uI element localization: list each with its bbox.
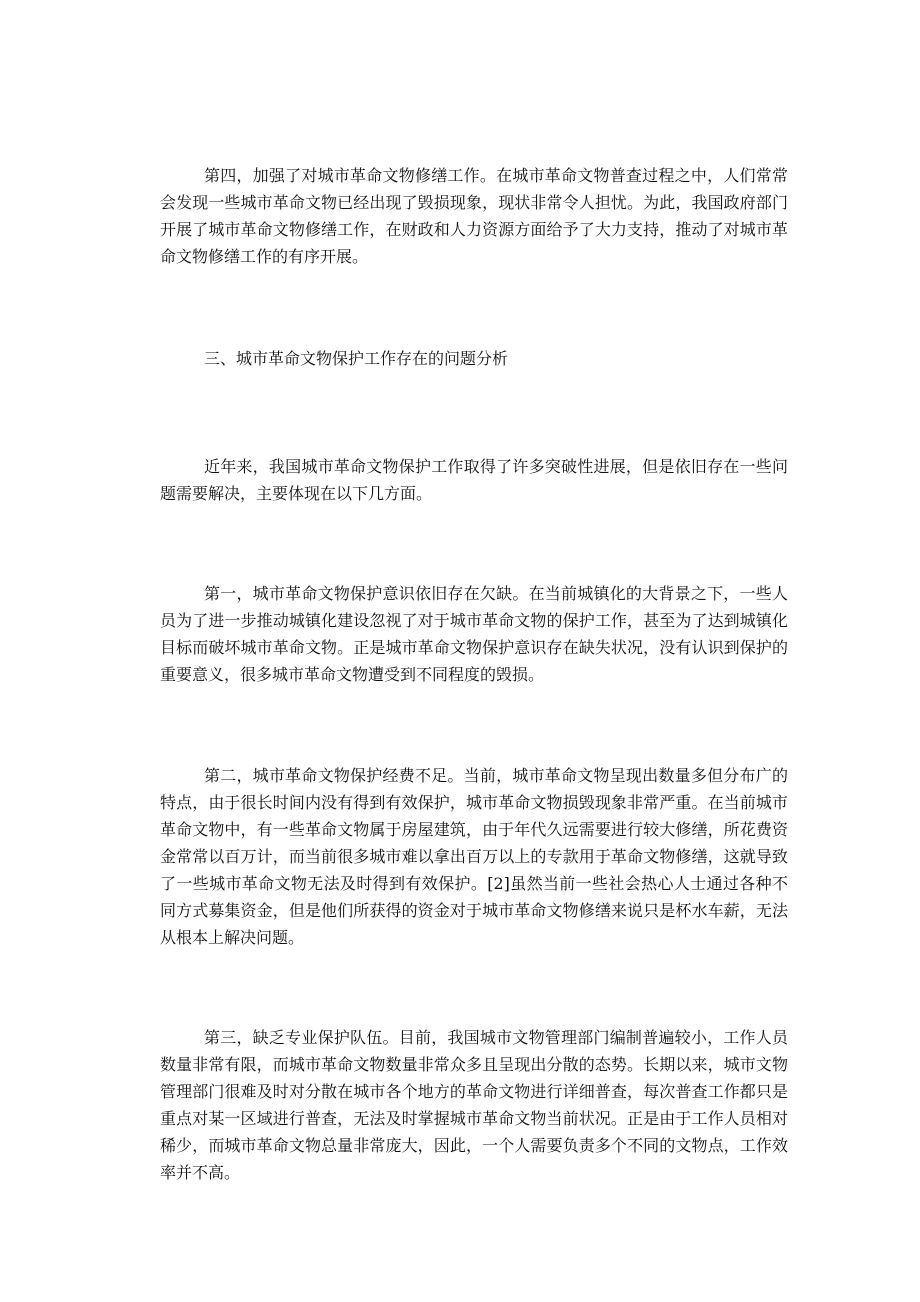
section-heading-problem-analysis: 三、城市革命文物保护工作存在的问题分析	[204, 349, 509, 368]
paragraph-second-funding: 第二，城市革命文物保护经费不足。当前，城市革命文物呈现出数量多但分布广的特点，由于很长时间内没有得到有效保护，城市革命文物损毁现象非常严重。在当前城市革命文物中，有一些革命文物属于房屋建筑，由于年代久远需要进行较大修缮，所花费资金常常以百万计，而当前很多城市难以拿出百万以上的专款用于革命文物修缮，这就导致了一些城市革命文物无法及时得到有效保护。[2]虽然当前一些社会热心人士通过各种不同方式募集资金，但是他们所获得的资金对于城市革命文物修缮来说只是杯水车薪，无法从根本上解决问题。	[160, 766, 788, 947]
paragraph-first-awareness: 第一，城市革命文物保护意识依旧存在欠缺。在当前城镇化的大背景之下，一些人员为了进一步推动城镇化建设忽视了对于城市革命文物的保护工作，甚至为了达到城镇化目标而破坏城市革命文物。正是城市革命文物保护意识存在缺失状况，没有认识到保护的重要意义，很多城市革命文物遭受到不同程度的毁损。	[160, 584, 788, 684]
paragraph-third-staffing: 第三，缺乏专业保护队伍。目前，我国城市文物管理部门编制普遍较小，工作人员数量非常有限，而城市革命文物数量非常众多且呈现出分散的态势。长期以来，城市文物管理部门很难及时对分散在城市各个地方的革命文物进行详细普查，每次普查工作都只是重点对某一区域进行普查，无法及时掌握城市革命文物当前状况。正是由于工作人员相对稀少，而城市革命文物总量非常庞大，因此，一个人需要负责多个不同的文物点，工作效率并不高。	[160, 1028, 788, 1182]
paragraph-fourth-repair-work: 第四，加强了对城市革命文物修缮工作。在城市革命文物普查过程之中，人们常常会发现一些城市革命文物已经出现了毁损现象，现状非常令人担忧。为此，我国政府部门开展了城市革命文物修缮工作，在财政和人力资源方面给予了大力支持，推动了对城市革命文物修缮工作的有序开展。	[160, 166, 788, 266]
paragraph-intro-problems: 近年来，我国城市革命文物保护工作取得了许多突破性进展，但是依旧存在一些问题需要解决，主要体现在以下几方面。	[160, 457, 788, 503]
